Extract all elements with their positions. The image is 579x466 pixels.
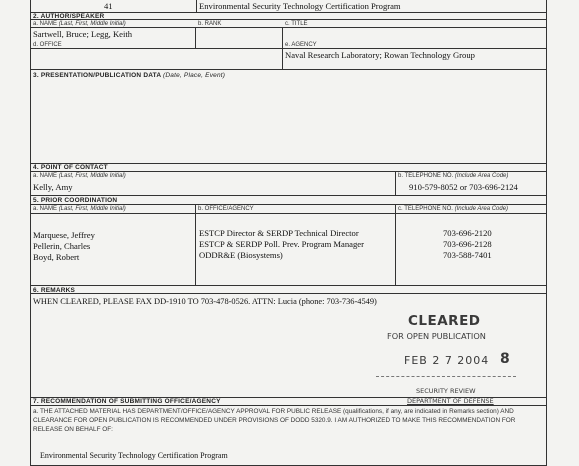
- prior-office: ESTCP Director & SERDP Technical Director: [199, 228, 359, 238]
- prior-phone: 703-588-7401: [443, 250, 492, 260]
- prior-office: ODDR&E (Biosystems): [199, 250, 283, 260]
- prior-name: Boyd, Robert: [33, 252, 80, 262]
- author-name: Sartwell, Bruce; Legg, Keith: [33, 29, 133, 39]
- agency-value: Naval Research Laboratory; Rowan Technology Group: [285, 50, 475, 60]
- program-name: Environmental Security Technology Certification Program: [199, 1, 401, 11]
- rule: [195, 204, 196, 285]
- cleared-stamp: [376, 313, 531, 405]
- rule: [30, 293, 547, 294]
- rule: [30, 27, 547, 28]
- rule: [30, 285, 547, 286]
- recommendation-org: Environmental Security Technology Certification Program: [40, 451, 228, 460]
- rule: [282, 27, 283, 69]
- stamp-line1: SECURITY REVIEW: [416, 387, 476, 395]
- rule: [30, 12, 547, 13]
- stamp-line2: DEPARTMENT OF DEFENSE: [407, 397, 494, 405]
- agency-label: e. AGENCY: [285, 42, 317, 48]
- page-count-label: [33, 0, 79, 1]
- recommendation-text: a. THE ATTACHED MATERIAL HAS DEPARTMENT/OFFICE/AGENCY APPROVAL FOR PUBLIC RELEASE (qualifications, if any, are indicated in Remarks section) AND CLEARANCE FOR OPEN PUBLICATION IS RECOMMENDED UNDER PROVISIONS OF DODD 5320.9. I AM AUTHORIZED TO MAKE THIS RECOMMENDATION FOR RELEASE ON BEHALF OF:: [33, 408, 516, 433]
- contact-phone: 910-579-8052 or 703-696-2124: [409, 182, 518, 192]
- rule: [30, 405, 547, 406]
- rule: [30, 171, 547, 172]
- stamp-divider: [376, 376, 516, 377]
- rule: [395, 171, 396, 195]
- prior-phone: 703-696-2120: [443, 228, 492, 238]
- prior-phone-label: c. TELEPHONE NO. (Include Area Code): [398, 206, 509, 212]
- rule: [30, 213, 547, 214]
- page-count-value: 41: [104, 1, 113, 11]
- prior-name: Marquese, Jeffrey: [33, 230, 95, 240]
- contact-phone-label: b. TELEPHONE NO. (Include Area Code): [398, 173, 509, 179]
- prior-name: Pellerin, Charles: [33, 241, 91, 251]
- remarks-header: 6. REMARKS: [33, 287, 76, 294]
- rule: [30, 69, 547, 70]
- rule: [395, 204, 396, 285]
- rule: [30, 195, 547, 196]
- rule: [30, 48, 547, 49]
- author-header: 2. AUTHOR/SPEAKER: [33, 13, 105, 20]
- prior-office: ESTCP & SERDP Poll. Prev. Program Manager: [199, 239, 364, 249]
- stamp-date: FEB 2 7 2004: [404, 354, 490, 367]
- contact-header: 4. POINT OF CONTACT: [33, 164, 108, 171]
- stamp-title: CLEARED: [408, 313, 481, 329]
- prior-office-label: b. OFFICE/AGENCY: [198, 206, 254, 212]
- stamp-subtitle: FOR OPEN PUBLICATION: [387, 331, 486, 341]
- rank-label: b. RANK: [198, 21, 222, 27]
- prior-name-label: a. NAME (Last, First, Middle Initial): [33, 206, 126, 212]
- rule: [195, 27, 196, 48]
- rule: [196, 0, 197, 12]
- prior-phone: 703-696-2128: [443, 239, 492, 249]
- office-label: d. OFFICE: [33, 42, 62, 48]
- contact-name-label: a. NAME (Last, First, Middle Initial): [33, 173, 126, 179]
- contact-name: Kelly, Amy: [33, 182, 73, 192]
- rule: [30, 19, 547, 20]
- title-label: c. TITLE: [285, 21, 308, 27]
- author-name-label: a. NAME (Last, First, Middle Initial): [33, 21, 126, 27]
- remarks-text: WHEN CLEARED, PLEASE FAX DD-1910 TO 703-478-0526. ATTN: Lucia (phone: 703-736-4549): [33, 297, 377, 306]
- recommendation-header: 7. RECOMMENDATION OF SUBMITTING OFFICE/AGENCY: [33, 398, 221, 405]
- stamp-number: 8: [500, 351, 510, 367]
- presentation-header: 3. PRESENTATION/PUBLICATION DATA (Date, Place, Event): [33, 72, 226, 79]
- rule: [30, 204, 547, 205]
- prior-header: 5. PRIOR COORDINATION: [33, 197, 118, 204]
